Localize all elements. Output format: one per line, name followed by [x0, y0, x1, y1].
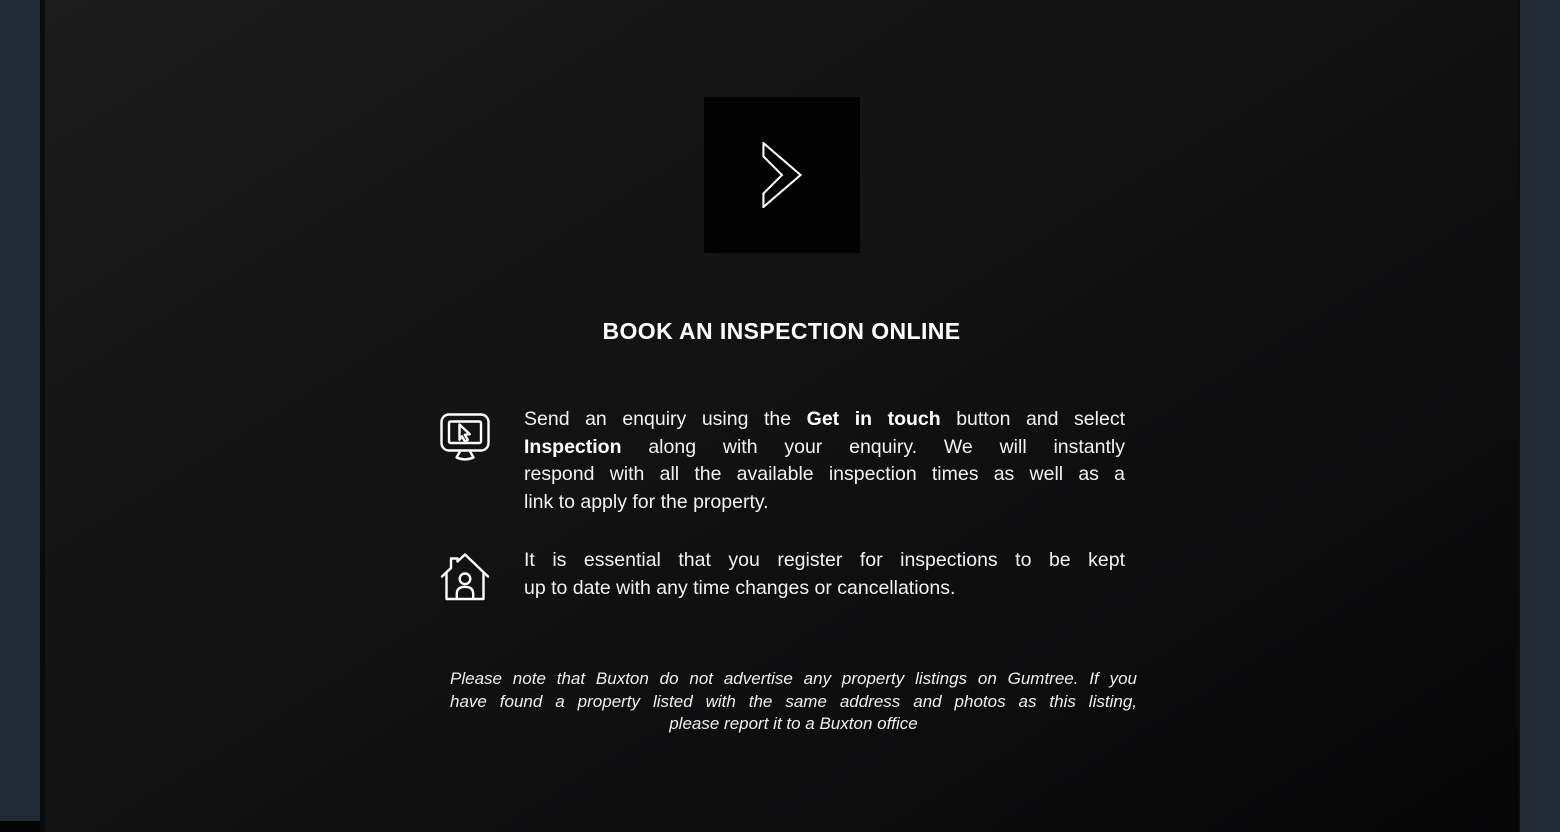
disclaimer-note: Please note that Buxton do not advertise any property listings on Gumtree. If you have found a property listed with the same address and photos as this listing, please report it to a Buxton office — [450, 669, 1137, 734]
chevron-right-icon — [762, 142, 802, 208]
left-gutter-bottom-patch — [0, 821, 40, 832]
step-enquiry — [438, 406, 1125, 516]
house-person-icon — [438, 547, 492, 604]
buxton-logo — [704, 97, 860, 253]
steps — [438, 406, 1125, 635]
listing-description-panel — [40, 0, 1520, 832]
step-text: It is essential that you register for inspections to be kept up to date with any time changes or cancellations. — [524, 549, 1125, 599]
page-title: BOOK AN INSPECTION ONLINE — [602, 318, 961, 344]
step-text: Send an enquiry using the Get in touch button and select Inspection along with your enquiry. We will instantly respond with all the available inspection times as well as a link to apply for the property. — [524, 408, 1125, 513]
monitor-cursor-icon — [438, 406, 492, 516]
step-register — [438, 547, 1125, 604]
